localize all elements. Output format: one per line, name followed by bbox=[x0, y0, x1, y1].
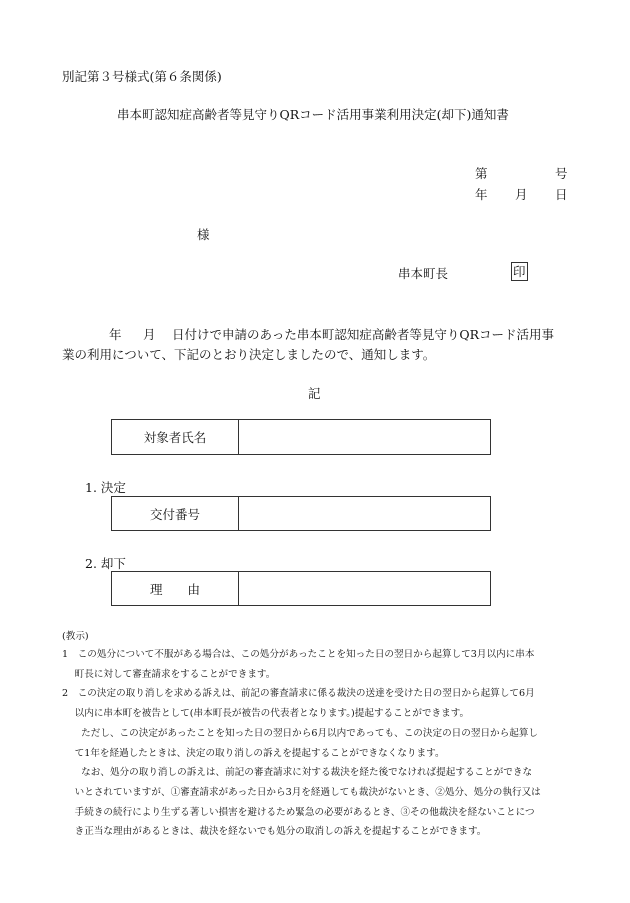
section-decision: 1. 決定 bbox=[85, 480, 126, 495]
body-month: 月 bbox=[143, 327, 156, 342]
notes-line: 以内に串本町を被告として(串本町長が被告の代表者となります。)提起することができます。 bbox=[62, 708, 470, 720]
form-label: 別記第３号様式(第６条関係) bbox=[62, 69, 222, 84]
notes-line: 町長に対して審査請求をすることができます。 bbox=[62, 668, 276, 680]
document-title: 串本町認知症高齢者等見守りQRコード活用事業利用決定(却下)通知書 bbox=[117, 107, 509, 122]
notes-line: いとされていますが、①審査請求があった日から3月を経過しても裁決がないとき、②処分、処分の執行又は bbox=[62, 786, 541, 798]
ki-heading: 記 bbox=[308, 386, 321, 401]
body-year: 年 bbox=[109, 327, 122, 342]
addressee-suffix: 様 bbox=[197, 227, 210, 242]
notes-line: 1 この処分について不服がある場合は、この処分があったことを知った日の翌日から起算して3月以内に串本 bbox=[62, 649, 535, 660]
date-day: 日 bbox=[555, 187, 568, 202]
target-name-table bbox=[111, 419, 491, 455]
number-suffix: 号 bbox=[555, 166, 568, 181]
section-rejection: 2. 却下 bbox=[85, 556, 126, 571]
reason-table bbox=[111, 571, 491, 606]
notes-line: て1年を経過したときは、決定の取り消しの訴えを提起することができなくなります。 bbox=[62, 747, 445, 759]
body-text-1: 日付けで申請のあった串本町認知症高齢者等見守りQRコード活用事 bbox=[172, 327, 555, 342]
number-prefix: 第 bbox=[475, 166, 488, 181]
notes-body bbox=[62, 645, 541, 842]
seal-box: 印 bbox=[513, 264, 526, 279]
sender: 串本町長 bbox=[398, 266, 449, 281]
issue-number-table bbox=[111, 496, 491, 531]
issue-number-label: 交付番号 bbox=[112, 497, 239, 530]
notes-line: 2 この決定の取り消しを求める訴えは、前記の審査請求に係る裁決の送達を受けた日の翌日から起算して6月 bbox=[62, 688, 535, 700]
notes-line: ただし、この決定があったことを知った日の翌日から6月以内であっても、この決定の日の翌日から起算し bbox=[62, 727, 539, 739]
date-month: 月 bbox=[515, 187, 528, 202]
issue-number-field[interactable] bbox=[239, 497, 490, 530]
notes-heading: (教示) bbox=[62, 631, 89, 642]
target-name-field[interactable] bbox=[239, 420, 490, 454]
notes-line: き正当な理由があるときは、裁決を経ないでも処分の取消しの訴えを提起することができます。 bbox=[62, 826, 487, 838]
reason-field[interactable] bbox=[239, 572, 490, 605]
target-name-label: 対象者氏名 bbox=[112, 420, 239, 454]
notes-line: 手続きの続行により生ずる著しい損害を避けるため緊急の必要があるとき、③その他裁決を経ないことにつ bbox=[62, 806, 535, 818]
date-year: 年 bbox=[475, 187, 488, 202]
body-line-2: 業の利用について、下記のとおり決定しましたので、通知します。 bbox=[62, 347, 436, 362]
reason-label: 理 由 bbox=[112, 572, 239, 605]
notes-line: なお、処分の取り消しの訴えは、前記の審査請求に対する裁決を経た後でなければ提起することができな bbox=[62, 767, 533, 779]
